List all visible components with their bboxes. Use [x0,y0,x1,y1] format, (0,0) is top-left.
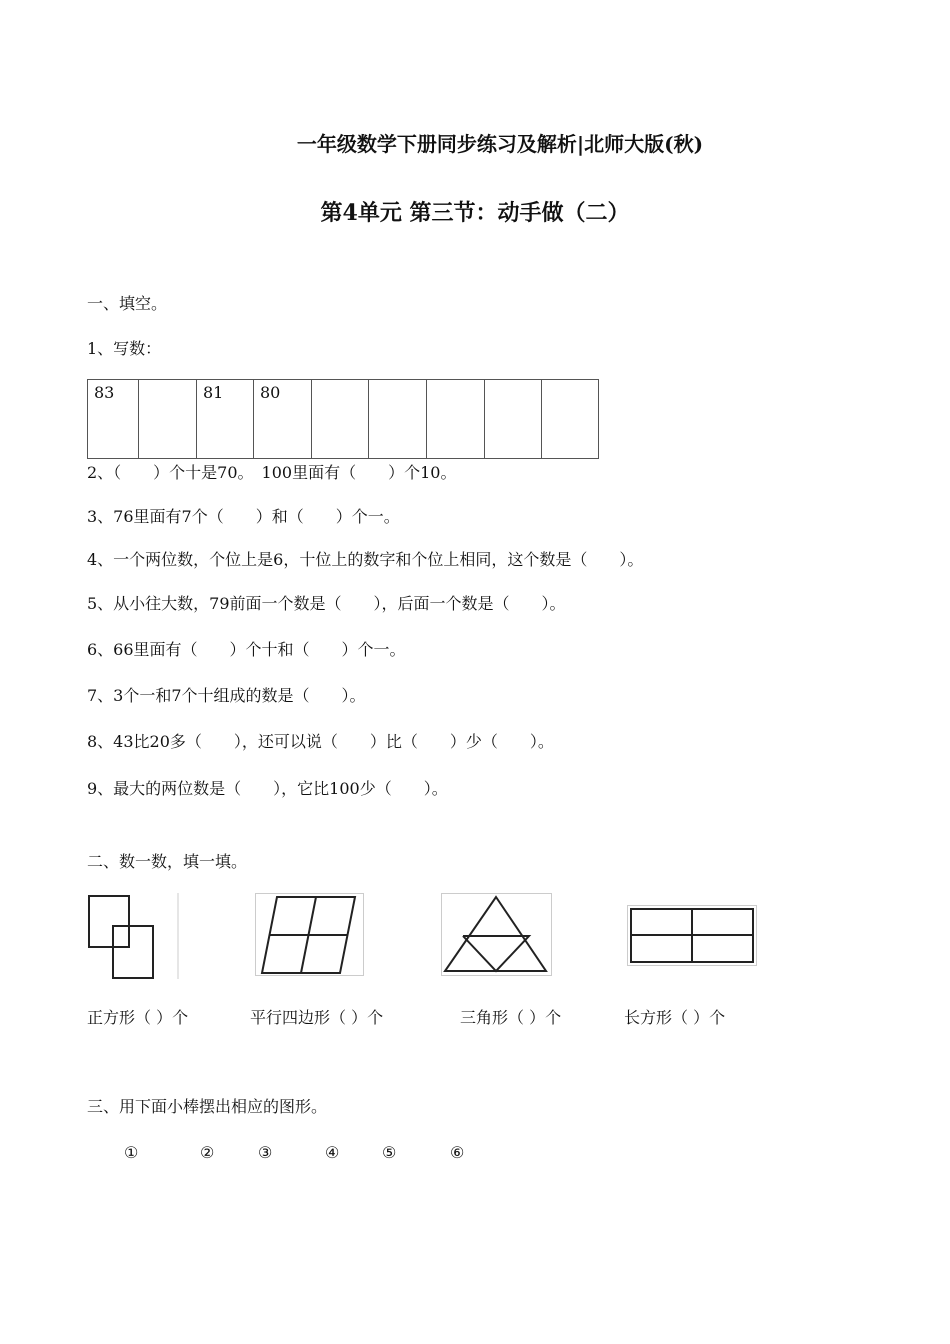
stick-6: ⑥ [450,1143,465,1162]
question-5: 5、从小往大数，79前面一个数是（ ），后面一个数是（ ）。 [87,594,566,613]
question-9: 9、最大的两位数是（ ），它比100少（ ）。 [87,779,448,798]
section1-heading: 一、填空。 [87,294,168,313]
cell [542,380,599,459]
question-8: 8、43比20多（ ），还可以说（ ）比（ ）少（ ）。 [87,732,554,751]
section3-heading: 三、用下面小棒摆出相应的图形。 [87,1097,328,1116]
number-table [87,379,599,459]
cell [312,380,369,459]
parallelogram-figure [255,893,365,977]
cell: 81 [197,380,254,459]
cell [485,380,542,459]
question-7: 7、3个一和7个十组成的数是（ ）。 [87,686,366,705]
question-6: 6、66里面有（ ）个十和（ ）个一。 [87,640,406,659]
cell: 83 [88,380,139,459]
square-count-label: 正方形（ ）个 [87,1008,189,1027]
stick-3: ③ [258,1143,273,1162]
triangle-count-label: 三角形（ ）个 [460,1008,562,1027]
section2-heading: 二、数一数，填一填。 [87,852,248,871]
overlapping-squares-figure [86,893,180,979]
question-3: 3、76里面有7个（ ）和（ ）个一。 [87,507,400,526]
cell: 80 [254,380,312,459]
triangle-figure [441,893,553,977]
parallelogram-count-label: 平行四边形（ ）个 [250,1008,384,1027]
stick-2: ② [200,1143,215,1162]
cell [369,380,427,459]
rectangle-count-label: 长方形（ ）个 [624,1008,726,1027]
question-4: 4、一个两位数，个位上是6，十位上的数字和个位上相同，这个数是（ ）。 [87,550,644,569]
cell [139,380,197,459]
doc-subtitle: 第4单元 第三节：动手做（二） [320,200,630,226]
rectangle-figure [627,905,757,967]
stick-1: ① [124,1143,139,1162]
stick-4: ④ [325,1143,340,1162]
question-2: 2、（ ）个十是70。 100里面有（ ）个10。 [87,463,457,482]
doc-title: 一年级数学下册同步练习及解析|北师大版(秋) [296,132,704,156]
question-1: 1、写数： [87,339,162,358]
cell [427,380,485,459]
stick-5: ⑤ [382,1143,397,1162]
